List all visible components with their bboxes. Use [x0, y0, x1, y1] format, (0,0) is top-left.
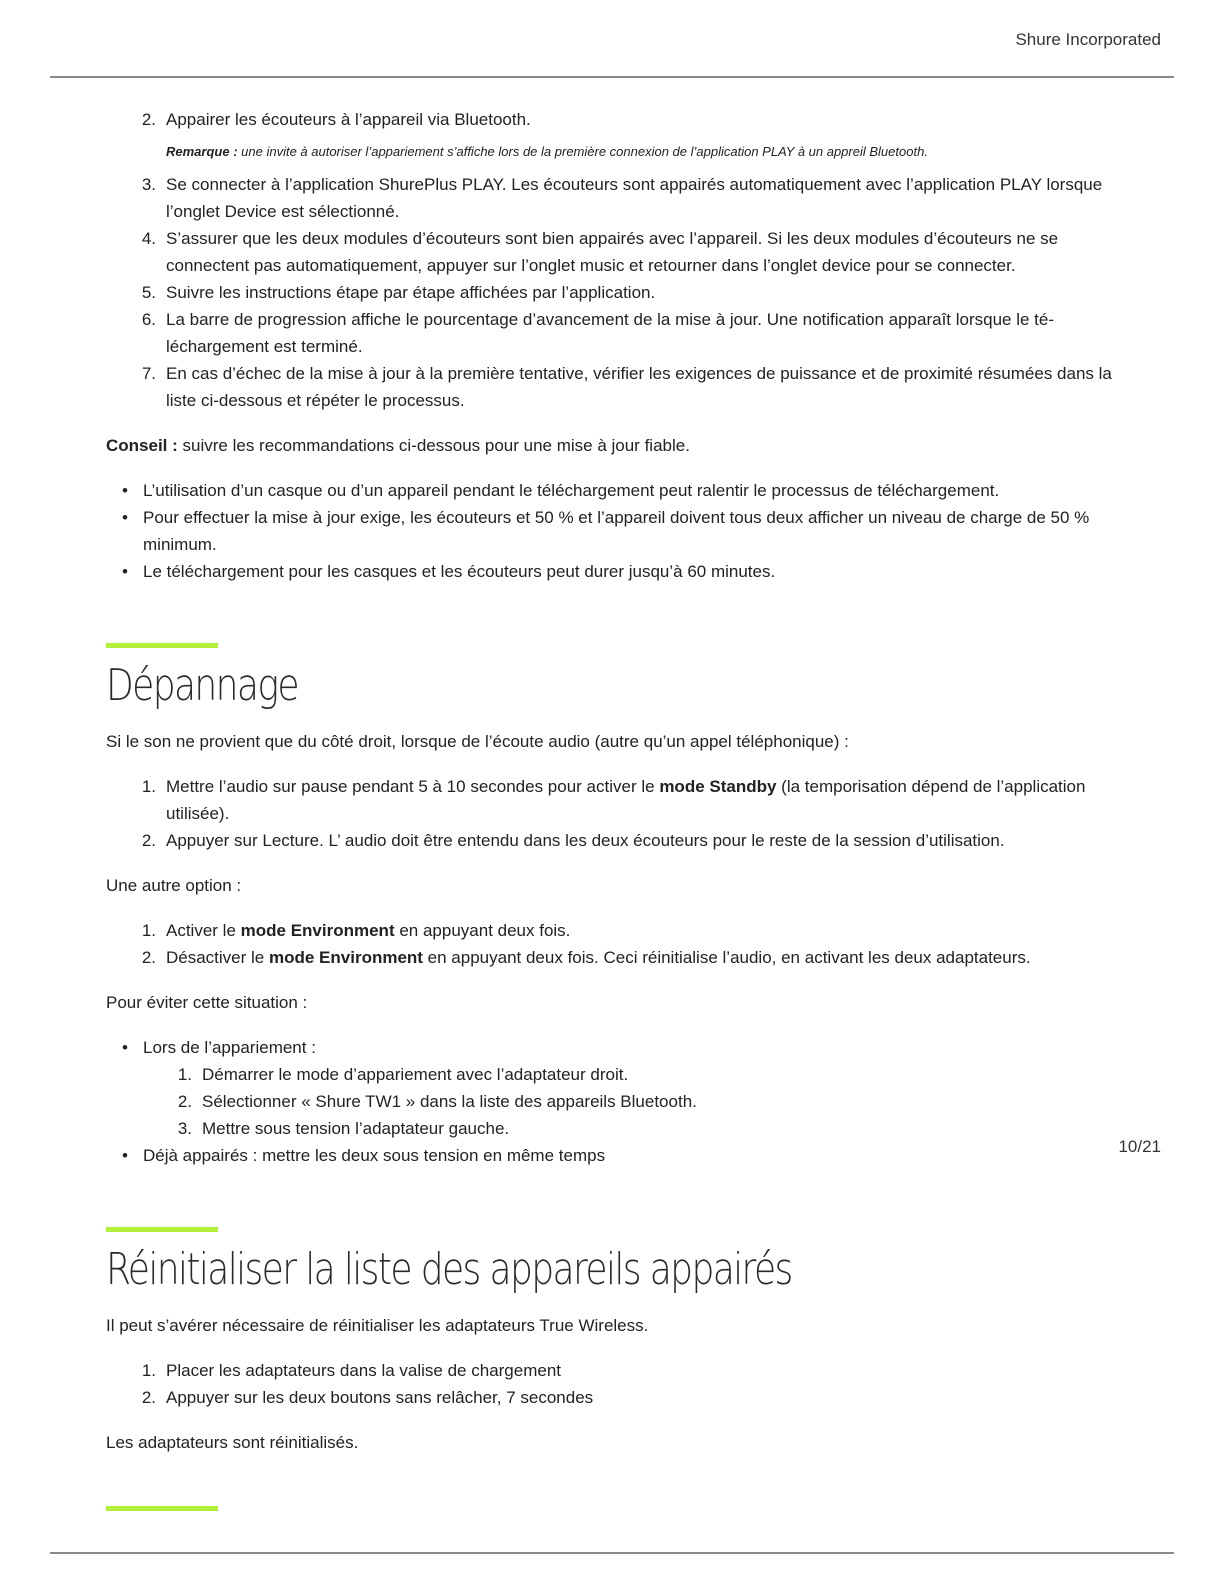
list-item-bold: mode Standby: [659, 777, 777, 796]
list-number: 1.: [141, 921, 156, 940]
update-steps-top: [106, 106, 1116, 133]
list-number: 1.: [177, 1065, 192, 1084]
list-item-text: La barre de progression affiche le pourcentage d’avancement de la mise à jour. Une notification apparaît lorsque le téléchargement est terminé.: [166, 310, 1055, 356]
environment-steps: [106, 917, 1116, 971]
list-number: 7.: [141, 364, 156, 383]
list-item: [106, 827, 1116, 854]
note: [106, 142, 1116, 162]
update-steps-more: [106, 171, 1116, 414]
list-item-text: Appairer les écouteurs à l’appareil via Bluetooth.: [166, 110, 531, 129]
list-item-text: Désactiver le: [166, 948, 269, 967]
list-item-text: Démarrer le mode d’appariement avec l’adaptateur droit.: [202, 1065, 629, 1084]
bullet-icon: •: [122, 562, 128, 581]
tip-text: suivre les recommandations ci-dessous pour une mise à jour fiable.: [177, 436, 690, 455]
list-item-text: L’utilisation d’un casque ou d’un appareil pendant le téléchargement peut ralentir le processus de téléchargement.: [143, 481, 1000, 500]
section-accent-bar: [106, 1506, 218, 1511]
list-item: [106, 1357, 1116, 1384]
troubleshooting-section: [106, 643, 1116, 1169]
list-number: 5.: [141, 283, 156, 302]
list-item: [106, 1142, 1116, 1169]
list-item-text: En cas d’échec de la mise à jour à la première tentative, vérifier les exigences de puissance et de proximité résumées dans la liste ci-dessous et répéter le processus.: [166, 364, 1112, 410]
list-item: [106, 504, 1116, 558]
section-accent-bar: [106, 643, 218, 648]
list-number: 3.: [177, 1119, 192, 1138]
list-item-text: Placer les adaptateurs dans la valise de chargement: [166, 1361, 562, 1380]
list-item-text: (la temporisation dépend de l’application utilisée).: [166, 777, 1086, 823]
bullet-icon: •: [122, 1146, 128, 1165]
list-number: 3.: [141, 175, 156, 194]
list-item: [106, 279, 1116, 306]
list-number: 2.: [141, 948, 156, 967]
list-item: [143, 1061, 1116, 1088]
list-item: [106, 225, 1116, 279]
tip: [106, 432, 1116, 459]
list-item-bold: mode Environment: [268, 948, 423, 967]
list-item-text: Se connecter à l’application ShurePlus PLAY. Les écouteurs sont appairés automatiquement avec l’application PLAY lorsque l’onglet Device est sélectionné.: [166, 175, 1103, 221]
list-number: 2.: [177, 1092, 192, 1111]
list-item: [106, 558, 1116, 585]
list-item: [106, 360, 1116, 414]
list-number: 2.: [141, 110, 156, 129]
list-item-text: Déjà appairés : mettre les deux sous tension en même temps: [143, 1146, 606, 1165]
list-item: [143, 1088, 1116, 1115]
troubleshooting-intro: Si le son ne provient que du côté droit, lorsque de l’écoute audio (autre qu’un appel téléphonique) :: [106, 732, 849, 751]
note-label: Remarque :: [166, 144, 238, 159]
list-item-text: Lors de l’appariement :: [143, 1038, 316, 1057]
footer-divider: [50, 1552, 1174, 1554]
bullet-icon: •: [122, 508, 128, 527]
list-item: [106, 171, 1116, 225]
tips-list: [106, 477, 1116, 585]
reset-intro: Il peut s’avérer nécessaire de réinitialiser les adaptateurs True Wireless.: [106, 1316, 649, 1335]
list-item-text: Appuyer sur les deux boutons sans relâcher, 7 secondes: [166, 1388, 594, 1407]
page-number: 10/21: [1118, 1137, 1161, 1156]
section-title: Réinitialiser la liste des appareils appairés: [106, 1244, 792, 1295]
list-item: [143, 1115, 1116, 1142]
avoid-situation: Pour éviter cette situation :: [106, 993, 308, 1012]
section-title: Dépannage: [106, 660, 298, 711]
other-option: Une autre option :: [106, 876, 242, 895]
list-number: 6.: [141, 310, 156, 329]
header-divider: [50, 76, 1174, 78]
list-item-text: Mettre l’audio sur pause pendant 5 à 10 secondes pour activer le: [166, 777, 660, 796]
header-company-name: Shure Incorporated: [1015, 30, 1161, 49]
list-item: [106, 917, 1116, 944]
reset-done: Les adaptateurs sont réinitialisés.: [106, 1433, 359, 1452]
list-item: [106, 106, 1116, 133]
list-number: 4.: [141, 229, 156, 248]
list-item-text: Le téléchargement pour les casques et les écouteurs peut durer jusqu’à 60 minutes.: [143, 562, 776, 581]
list-item: [106, 306, 1116, 360]
reset-section: [106, 1227, 1116, 1456]
list-item-text: Pour effectuer la mise à jour exige, les écouteurs et 50 % et l’appareil doivent tous deux afficher un niveau de charge de 50 % minimum.: [143, 508, 1090, 554]
list-item: [106, 773, 1116, 827]
section-accent-bar: [106, 1227, 218, 1232]
list-item: [106, 477, 1116, 504]
list-item-text: Mettre sous tension l’adaptateur gauche.: [202, 1119, 510, 1138]
list-number: 2.: [141, 1388, 156, 1407]
bullet-icon: •: [122, 481, 128, 500]
tip-label: Conseil :: [106, 436, 178, 455]
list-number: 1.: [141, 1361, 156, 1380]
list-item: [106, 944, 1116, 971]
avoid-list: [106, 1034, 1116, 1169]
list-item-text: S’assurer que les deux modules d’écouteurs sont bien appairés avec l’appareil. Si les deux modules d’écouteurs ne se connectent pas automatiquement, appuyer sur l’onglet music et retourner dans l’onglet device pour se connecter.: [166, 229, 1059, 275]
next-section-start: [106, 1506, 1116, 1511]
list-number: 1.: [141, 777, 156, 796]
list-item-text: Activer le: [166, 921, 241, 940]
list-item-text: Sélectionner « Shure TW1 » dans la liste des appareils Bluetooth.: [202, 1092, 697, 1111]
troubleshooting-steps: [106, 773, 1116, 854]
note-text: une invite à autoriser l’appariement s’affiche lors de la première connexion de l’application PLAY à un appreil Bluetooth.: [237, 144, 928, 159]
reset-steps: [106, 1357, 1116, 1411]
list-item-text: en appuyant deux fois. Ceci réinitialise l’audio, en activant les deux adaptateurs.: [422, 948, 1031, 967]
list-item-text: Suivre les instructions étape par étape affichées par l’application.: [166, 283, 656, 302]
pairing-steps: [143, 1061, 1116, 1142]
list-item-text: Appuyer sur Lecture. L’ audio doit être entendu dans les deux écouteurs pour le reste de la session d’utilisation.: [166, 831, 1005, 850]
list-item: [106, 1034, 1116, 1142]
page-content: [106, 106, 1116, 1521]
list-item-bold: mode Environment: [240, 921, 395, 940]
list-number: 2.: [141, 831, 156, 850]
list-item: [106, 1384, 1116, 1411]
bullet-icon: •: [122, 1038, 128, 1057]
list-item-text: en appuyant deux fois.: [394, 921, 571, 940]
